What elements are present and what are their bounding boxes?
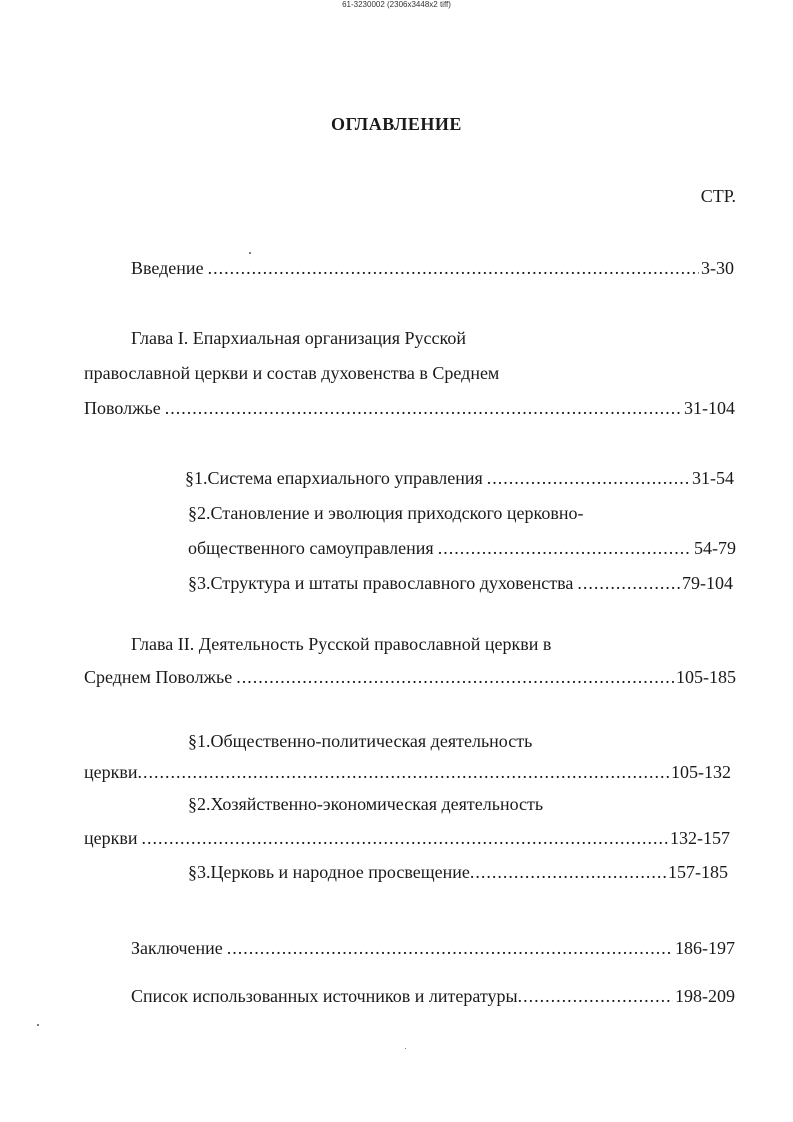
toc-entry-label: §3.Церковь и народное просвещение [188, 862, 470, 882]
chapter2-title-line1: Глава II. Деятельность Русской православной церкви в [131, 634, 552, 654]
toc-entry-pages: 31-54 [692, 468, 734, 488]
ch1-sec2-line1: §2.Становление и эволюция приходского церковно- [188, 503, 584, 523]
toc-entry-ch1-sec2 [188, 537, 736, 559]
toc-entry-pages: 132-157 [670, 828, 730, 848]
toc-entry-chapter2 [84, 666, 736, 688]
scan-header: 61-3230002 (2306x3448x2 tiff) [342, 0, 451, 9]
scan-speck [37, 1024, 39, 1026]
toc-entry-ch2-sec3 [188, 861, 728, 883]
dot-leader [138, 761, 670, 783]
toc-entry-label: Поволжье [84, 398, 161, 418]
toc-entry-label: Заключение [131, 938, 223, 958]
toc-entry-ch2-sec1 [84, 761, 731, 783]
toc-entry-pages: 157-185 [668, 862, 728, 882]
toc-entry-label: Введение [131, 258, 204, 278]
dot-leader [142, 827, 669, 849]
toc-entry-label: §3.Структура и штаты православного духовенства [188, 573, 574, 593]
toc-entry-ch1-sec1 [185, 467, 734, 489]
toc-entry-label: церкви [84, 828, 138, 848]
dot-leader [227, 937, 673, 959]
toc-entry-pages: 105-185 [676, 667, 736, 687]
dot-leader [165, 397, 682, 419]
chapter1-title-line2: православной церкви и состав духовенства в Среднем [84, 363, 500, 383]
toc-entry-label: Список использованных источников и литературы [131, 986, 518, 1006]
toc-entry-pages: 105-132 [671, 762, 731, 782]
toc-entry-chapter1 [84, 397, 735, 419]
scan-speck [249, 252, 251, 254]
toc-entry-introduction [131, 257, 734, 279]
ch2-sec2-line1: §2.Хозяйственно-экономическая деятельность [188, 794, 544, 814]
page-column-label: СТР. [700, 186, 736, 206]
toc-entry-pages: 31-104 [684, 398, 735, 418]
toc-entry-pages: 198-209 [675, 986, 735, 1006]
toc-entry-pages: 54-79 [694, 538, 736, 558]
toc-entry-ch1-sec3 [188, 572, 733, 594]
toc-entry-pages: 186-197 [675, 938, 735, 958]
toc-entry-pages: 79-104 [682, 573, 733, 593]
dot-leader [208, 257, 699, 279]
toc-entry-conclusion [131, 937, 735, 959]
chapter1-title-line1: Глава I. Епархиальная организация Русской [131, 328, 466, 348]
dot-leader [236, 666, 674, 688]
dot-leader [470, 861, 666, 883]
toc-entry-pages: 3-30 [701, 258, 734, 278]
ch2-sec1-line1: §1.Общественно-политическая деятельность [188, 731, 533, 751]
toc-entry-sources [131, 985, 735, 1007]
dot-leader [487, 467, 690, 489]
toc-entry-label: Среднем Поволжье [84, 667, 233, 687]
scan-speck [405, 1048, 406, 1049]
toc-entry-label: церкви [84, 762, 138, 782]
page-title: ОГЛАВЛЕНИЕ [331, 114, 462, 134]
dot-leader [438, 537, 692, 559]
dot-leader [577, 572, 680, 594]
toc-entry-ch2-sec2 [84, 827, 730, 849]
toc-entry-label: §1.Система епархиального управления [185, 468, 483, 488]
toc-entry-label: общественного самоуправления [188, 538, 434, 558]
dot-leader [518, 985, 673, 1007]
